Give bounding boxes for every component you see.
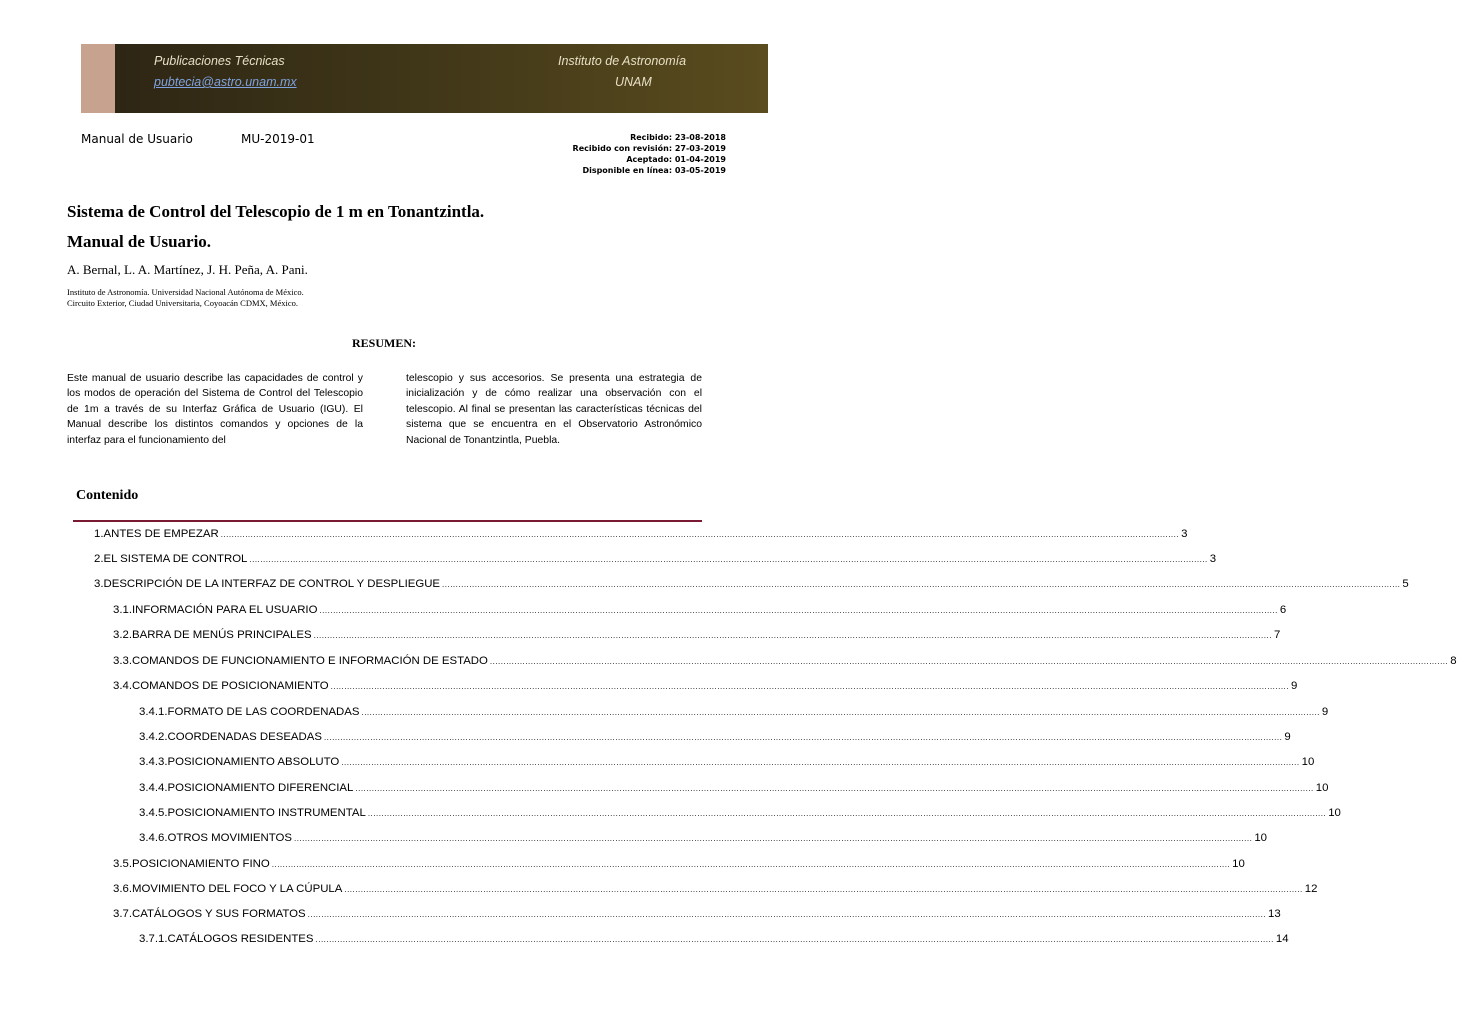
toc-leader-dots: ................................................................................................................................................................................................................................................................................................................................................................ [249, 555, 1208, 564]
toc-entry[interactable] [139, 933, 1289, 949]
toc-entry-page: 14 [1275, 933, 1289, 945]
banner-accent-block [81, 44, 115, 113]
toc-leader-dots: ................................................................................................................................................................................................................................................................................................................................................................ [361, 708, 1320, 717]
publication-dates [573, 132, 726, 176]
toc-entry[interactable] [94, 578, 1409, 594]
toc-entry-page: 10 [1315, 782, 1329, 794]
toc-entry[interactable] [113, 858, 1245, 874]
toc-entry-title: INFORMACIÓN PARA EL USUARIO [132, 604, 318, 616]
toc-entry-number: 3.3. [113, 655, 132, 667]
authors: A. Bernal, L. A. Martínez, J. H. Peña, A. Pani. [67, 262, 308, 277]
toc-entry-number: 3.6. [113, 883, 132, 895]
toc-entry-page: 9 [1291, 680, 1298, 692]
toc-entry-number: 3.4.5. [139, 807, 168, 819]
toc-entry-number: 3.4.6. [139, 832, 168, 844]
toc-entry[interactable] [139, 756, 1315, 772]
toc-entry-page: 9 [1321, 706, 1329, 718]
toc-leader-dots: ................................................................................................................................................................................................................................................................................................................................................................ [307, 910, 1267, 919]
toc-entry-number: 3.5. [113, 858, 132, 870]
toc-leader-dots: ................................................................................................................................................................................................................................................................................................................................................................ [293, 834, 1253, 843]
toc-entry-page: 5 [1402, 578, 1409, 590]
toc-entry-page: 7 [1273, 629, 1281, 641]
manual-type: Manual de Usuario [81, 132, 193, 146]
toc-entry-title: FORMATO DE LAS COORDENADAS [167, 706, 360, 718]
toc-entry[interactable] [113, 655, 1457, 671]
toc-entry-title: POSICIONAMIENTO FINO [132, 858, 270, 870]
toc-entry[interactable] [113, 883, 1318, 899]
toc-leader-dots: ................................................................................................................................................................................................................................................................................................................................................................ [355, 784, 1314, 793]
manual-code: MU-2019-01 [241, 132, 315, 146]
toc-entry-page: 3 [1209, 553, 1217, 565]
toc-entry-number: 1. [94, 528, 104, 540]
toc-entry-title: CATÁLOGOS Y SUS FORMATOS [132, 908, 306, 920]
toc-leader-dots: ................................................................................................................................................................................................................................................................................................................................................................ [367, 809, 1327, 818]
contents-heading: Contenido [76, 488, 139, 503]
toc-entry-title: BARRA DE MENÚS PRINCIPALES [132, 629, 312, 641]
toc-entry-title: ANTES DE EMPEZAR [103, 528, 219, 540]
header-banner [81, 44, 768, 113]
toc-entry[interactable] [113, 604, 1287, 620]
affiliation [67, 287, 304, 309]
toc-entry-title: POSICIONAMIENTO DIFERENCIAL [167, 782, 354, 794]
toc-entry-number: 3.4.4. [139, 782, 168, 794]
toc-entry-page: 10 [1328, 807, 1341, 819]
toc-entry-title: POSICIONAMIENTO INSTRUMENTAL [167, 807, 366, 819]
toc-entry-title: EL SISTEMA DE CONTROL [103, 553, 248, 565]
abstract-column-1: Este manual de usuario describe las capacidades de control y los modos de operación del Sistema de Control del Telescopio de 1m a través de su Interfaz Gráfica de Usuario (IGU). El Manual describe los distintos comandos y opciones de la interfaz para el funcionamiento del [67, 373, 363, 446]
toc-leader-dots: ................................................................................................................................................................................................................................................................................................................................................................ [323, 733, 1283, 742]
toc-entry[interactable] [113, 680, 1298, 696]
toc-entry-page: 10 [1232, 858, 1245, 870]
toc-entry-page: 10 [1254, 832, 1268, 844]
toc-leader-dots: ................................................................................................................................................................................................................................................................................................................................................................ [220, 530, 1180, 539]
toc-entry-number: 3.4.2. [139, 731, 168, 743]
publisher-email-link[interactable]: pubtecia@astro.unam.mx [154, 75, 297, 89]
toc-entry-number: 3.2. [113, 629, 132, 641]
toc-entry-number: 3.7.1. [139, 933, 168, 945]
toc-entry-number: 3.4.3. [139, 756, 168, 768]
toc-entry[interactable] [113, 629, 1281, 645]
institute-name: Instituto de Astronomía [558, 54, 687, 68]
toc-leader-dots: ................................................................................................................................................................................................................................................................................................................................................................ [315, 935, 1274, 944]
toc-leader-dots: ................................................................................................................................................................................................................................................................................................................................................................ [313, 631, 1272, 640]
paper-subtitle: Manual de Usuario. [67, 232, 212, 251]
publisher-name: Publicaciones Técnicas [154, 54, 285, 68]
paper-title: Sistema de Control del Telescopio de 1 m en Tonantzintla. [67, 202, 485, 221]
toc-entry-title: COORDENADAS DESEADAS [167, 731, 322, 743]
toc-entry-number: 2. [94, 553, 104, 565]
toc-entry[interactable] [139, 832, 1268, 848]
toc-leader-dots: ................................................................................................................................................................................................................................................................................................................................................................ [442, 580, 1401, 589]
abstract-heading: RESUMEN: [351, 336, 416, 350]
toc-entry-title: POSICIONAMIENTO ABSOLUTO [167, 756, 340, 768]
affiliation-line-2: Circuito Exterior, Ciudad Universitaria, Coyoacán CDMX, México. [67, 298, 298, 308]
date-accepted: Aceptado: 01-04-2019 [626, 155, 726, 164]
toc-entry[interactable] [139, 706, 1329, 722]
toc-entry-title: MOVIMIENTO DEL FOCO Y LA CÚPULA [132, 883, 343, 895]
toc-entry-number: 3.4. [113, 680, 132, 692]
toc-entry[interactable] [139, 807, 1341, 823]
toc-entry-page: 8 [1450, 655, 1457, 667]
toc-entry-title: CATÁLOGOS RESIDENTES [167, 933, 314, 945]
toc-leader-dots: ................................................................................................................................................................................................................................................................................................................................................................ [330, 682, 1289, 691]
toc-entry[interactable] [113, 908, 1281, 924]
toc-entry[interactable] [139, 782, 1329, 798]
toc-entry[interactable] [94, 528, 1188, 544]
toc-entry-page: 10 [1301, 756, 1315, 768]
toc-leader-dots: ................................................................................................................................................................................................................................................................................................................................................................ [341, 758, 1300, 767]
abstract-column-2: telescopio y sus accesorios. Se presenta una estrategia de inicialización y de cómo realizar una observación con el telescopio. Al final se presentan las características técnicas del sistema que se encuentra en el Observatorio Astronómico Nacional de Tonantzintla, Puebla. [406, 373, 702, 446]
toc-entry-page: 13 [1268, 908, 1281, 920]
toc-leader-dots: ................................................................................................................................................................................................................................................................................................................................................................ [489, 657, 1449, 666]
toc-leader-dots: ................................................................................................................................................................................................................................................................................................................................................................ [344, 885, 1303, 894]
toc-entry-title: OTROS MOVIMIENTOS [167, 832, 292, 844]
toc-entry-page: 6 [1279, 604, 1287, 616]
toc-entry-number: 3. [94, 578, 104, 590]
toc-entry[interactable] [94, 553, 1217, 569]
toc-entry-number: 3.4.1. [139, 706, 168, 718]
toc-entry-page: 12 [1304, 883, 1318, 895]
toc-entry-number: 3.7. [113, 908, 132, 920]
toc-entry-number: 3.1. [113, 604, 132, 616]
toc-leader-dots: ................................................................................................................................................................................................................................................................................................................................................................ [319, 606, 1278, 615]
date-received: Recibido: 23-08-2018 [630, 133, 726, 142]
toc-entry-title: COMANDOS DE POSICIONAMIENTO [132, 680, 329, 692]
toc-entry[interactable] [139, 731, 1291, 747]
affiliation-line-1: Instituto de Astronomía. Universidad Nacional Autónoma de México. [67, 287, 304, 297]
toc-entry-page: 3 [1181, 528, 1188, 540]
toc-entry-title: DESCRIPCIÓN DE LA INTERFAZ DE CONTROL Y DESPLIEGUE [103, 578, 441, 590]
toc-entry-title: COMANDOS DE FUNCIONAMIENTO E INFORMACIÓN DE ESTADO [132, 655, 488, 667]
institute-subtitle: UNAM [615, 75, 652, 89]
toc-leader-dots: ................................................................................................................................................................................................................................................................................................................................................................ [271, 860, 1231, 869]
toc-entry-page: 9 [1284, 731, 1291, 743]
date-online: Disponible en línea: 03-05-2019 [582, 166, 726, 175]
date-revised: Recibido con revisión: 27-03-2019 [572, 144, 726, 153]
contents-divider [73, 520, 702, 522]
